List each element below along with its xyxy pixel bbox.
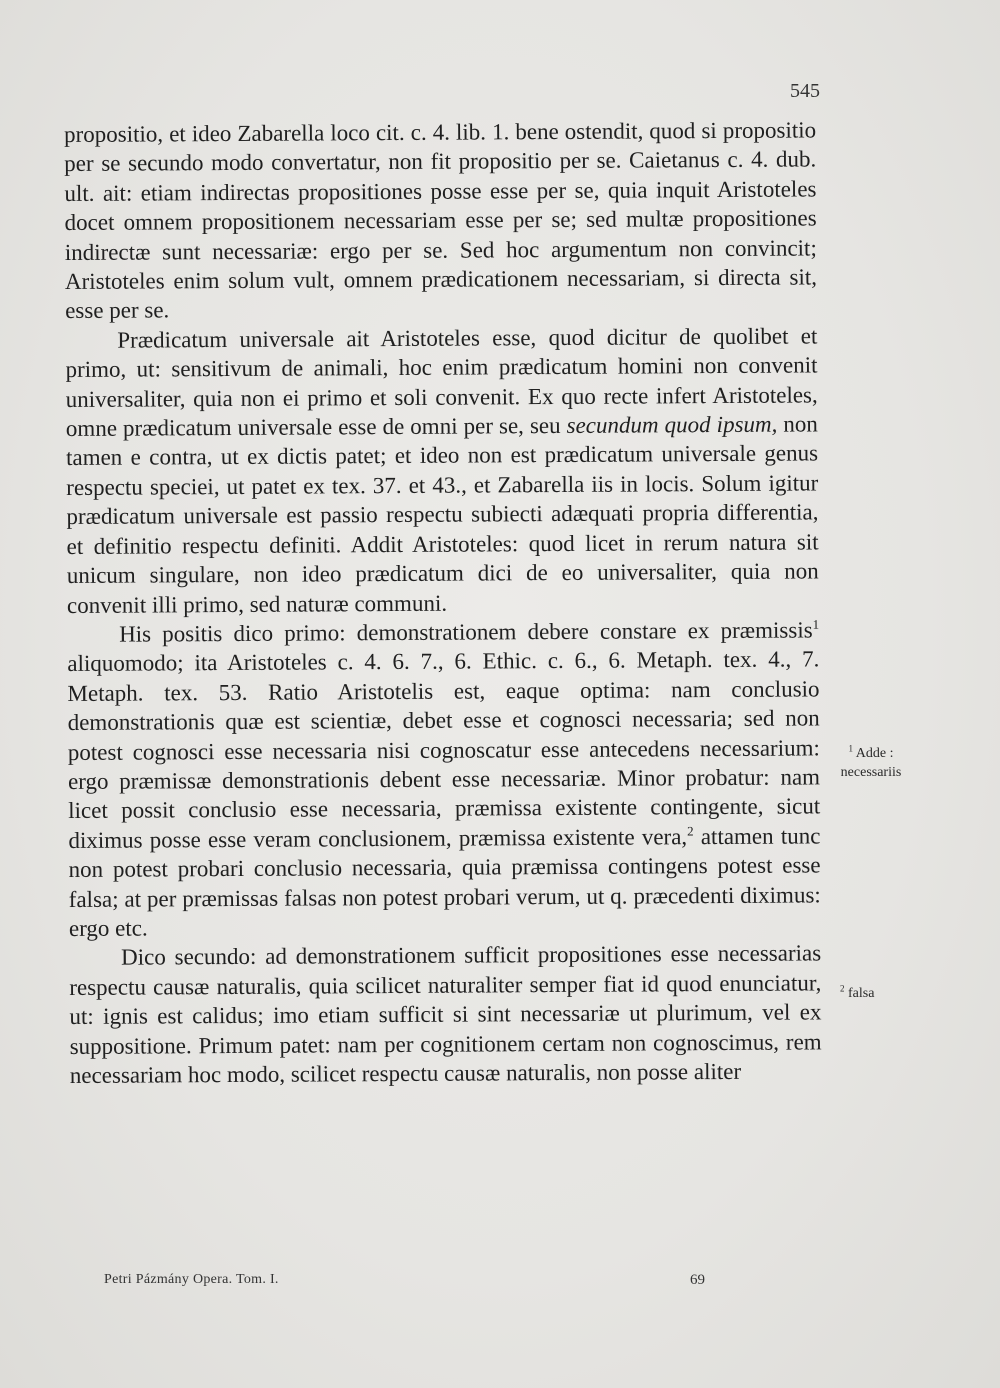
paragraph-4 xyxy=(69,939,822,1091)
margin-note-2-number: 2 xyxy=(840,983,845,994)
paragraph-3 xyxy=(67,615,821,943)
text-run: Prædicatum universale ait Aristoteles esse, quod dicitur de quolibet et primo, ut: sensitivum de animali, hoc enim prædicatum homini non convenit universaliter, quia non ei primo et soli convenit. Ex quo recte infert Aristoteles, omne prædicatum universale esse de omni per se, seu xyxy=(65,323,818,442)
margin-note-1-number: 1 xyxy=(848,743,854,754)
italic-phrase: secundum quod ipsum, xyxy=(566,411,778,438)
margin-note-2-label: falsa xyxy=(848,986,875,1001)
margin-note-1-label: Adde : xyxy=(855,746,894,761)
text-run: non tamen e contra, ut ex dictis patet; et ideo non est prædicatum universale genus respectu speciei, ut patet ex tex. 37. et 43., et Zabarella iis in locis. Solum igitur prædicatum universale est passio respectu subiecti adæquati propria differentia, et definitio respectu definiti. Addit Aristoteles: quod licet in rerum natura sit unicum singulare, non ideo prædicatum dici de eo universaliter, quia non convenit illi primo, sed naturæ communi. xyxy=(65,411,819,618)
text-run: aliquomodo; ita Aristoteles c. 4. 6. 7., 6. Ethic. c. 6., 6. Metaph. tex. 4., 7. Metaph. tex. 53. Ratio Aristotelis est, eaque optima: nam conclusio demonstrationis quæ est scientiæ, debet esse et cognosci necessaria; sed non potest cognosci esse necessaria nisi cognoscatur esse antecedens necessarium: ergo præmissæ demonstrationis debent esse necessariæ. Minor probatur: nam licet possit conclusio esse necessaria, præmissa existente contingente, sicut diximus posse esse veram conclusionem, præmissa existente vera, xyxy=(67,646,821,853)
margin-note-1-text: necessariis xyxy=(840,765,902,780)
margin-note-1 xyxy=(826,744,916,782)
page-number: 545 xyxy=(790,80,820,102)
text-run: His positis dico primo: demonstrationem debere constare ex præmissis xyxy=(119,617,813,647)
text-run: Dico secundo: ad demonstrationem sufficit propositiones esse necessarias respectu causæ naturalis, quia scilicet naturaliter semper fiat id quod enunciatur, ut: ignis est calidus; imo etiam sufficit si sint necessariæ ut plurimum, vel ex suppositione. Primum patet: nam per cognitionem certam non cognoscimus, rem necessariam hoc modo, scilicet respectu causæ naturalis, non posse aliter xyxy=(69,940,822,1088)
text-run: propositio, et ideo Zabarella loco cit. c. 4. lib. 1. bene ostendit, quod si propositio per se secundo modo convertatur, non fit propositio per se. Caietanus c. 4. dub. ult. ait: etiam indirectas propositiones posse esse per se, quia inquit Aristoteles docet omnem propositionem necessariam esse per se; sed multæ propositiones indirectæ sunt necessariæ: ergo per se. Sed hoc argumentum non convincit; Aristoteles enim solum vult, omnem prædicationem necessariam, si directa sit, esse per se. xyxy=(64,117,818,324)
margin-note-2 xyxy=(840,984,910,1003)
main-text-block xyxy=(64,115,822,1090)
text-run: attamen tunc non potest probari conclusio necessaria, quia præmissa contingens potest esse falsa; at per præmissas falsas non potest probari verum, ut q. præcedenti diximus: ergo etc. xyxy=(68,823,821,941)
footer-book-title: Petri Pázmány Opera. Tom. I. xyxy=(104,1272,279,1287)
paragraph-2 xyxy=(65,321,819,620)
footnote-marker: 1 xyxy=(812,616,820,632)
footnote-marker: 2 xyxy=(687,823,694,839)
footer-signature-mark: 69 xyxy=(690,1272,705,1288)
paragraph-1 xyxy=(64,115,817,325)
